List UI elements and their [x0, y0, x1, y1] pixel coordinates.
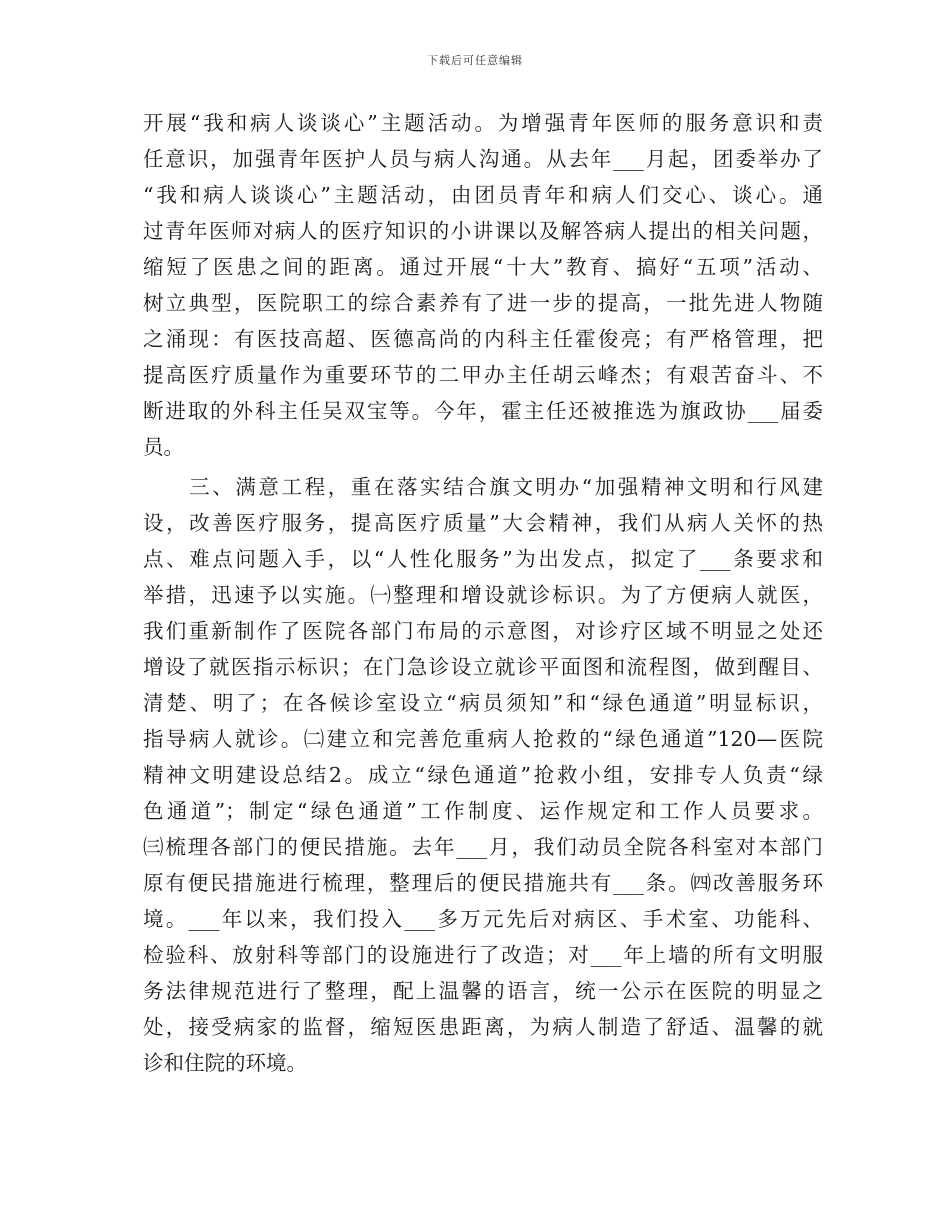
text-line: 之涌现：有医技高超、医德高尚的内科主任霍俊亮；有严格管理，把	[143, 327, 823, 351]
text-line: 处，接受病家的监督，缩短医患距离，为病人制造了舒适、温馨的就	[143, 1015, 823, 1039]
text-line: 精神文明建设总结2。成立“绿色通道”抢救小组，安排专人负责“绿	[143, 763, 823, 787]
text-line: 过青年医师对病人的医疗知识的小讲课以及解答病人提出的相关问题，	[143, 219, 823, 243]
text-line: 树立典型，医院职工的综合素养有了进一步的提高，一批先进人物随	[143, 291, 823, 315]
text-line: 原有便民措施进行梳理，整理后的便民措施共有___条。㈣改善服务环	[143, 871, 823, 895]
text-line: 三、满意工程，重在落实结合旗文明办“加强精神文明和行风建	[143, 475, 823, 499]
paragraph-youth-activity	[143, 105, 823, 465]
page-header-note: 下载后可任意编辑	[427, 54, 523, 67]
text-line: 我们重新制作了医院各部门布局的示意图，对诊疗区域不明显之处还	[143, 619, 823, 643]
text-line: 境。___年以来，我们投入___多万元先后对病区、手术室、功能科、	[143, 907, 823, 931]
paragraph-satisfaction-project	[143, 469, 823, 1081]
text-line: 检验科、放射科等部门的设施进行了改造；对___年上墙的所有文明服	[143, 943, 823, 967]
text-line: 提高医疗质量作为重要环节的二甲办主任胡云峰杰；有艰苦奋斗、不	[143, 363, 823, 387]
text-line: 色通道”；制定“绿色通道”工作制度、运作规定和工作人员要求。	[143, 799, 823, 823]
text-line: 务法律规范进行了整理，配上温馨的语言，统一公示在医院的明显之	[143, 979, 823, 1003]
text-line: 设，改善医疗服务，提高医疗质量”大会精神，我们从病人关怀的热	[143, 511, 823, 535]
text-line: 举措，迅速予以实施。㈠整理和增设就诊标识。为了方便病人就医，	[143, 583, 823, 607]
text-line: 任意识，加强青年医护人员与病人沟通。从去年___月起，团委举办了	[143, 147, 823, 171]
text-line: 缩短了医患之间的距离。通过开展“十大”教育、搞好“五项”活动、	[143, 255, 823, 279]
text-line: 员。	[143, 435, 184, 459]
text-line: 清楚、明了；在各候诊室设立“病员须知”和“绿色通道”明显标识，	[143, 691, 823, 715]
text-line: 增设了就医指示标识；在门急诊设立就诊平面图和流程图，做到醒目、	[143, 655, 823, 679]
text-line: 指导病人就诊。㈡建立和完善危重病人抢救的“绿色通道”120—医院	[143, 727, 823, 751]
text-line: ㈢梳理各部门的便民措施。去年___月，我们动员全院各科室对本部门	[143, 835, 823, 859]
text-line: 点、难点问题入手，以“人性化服务”为出发点，拟定了___条要求和	[143, 547, 823, 571]
text-line: 开展“我和病人谈谈心”主题活动。为增强青年医师的服务意识和责	[143, 111, 823, 135]
text-line: 断进取的外科主任吴双宝等。今年，霍主任还被推选为旗政协___届委	[143, 399, 823, 423]
text-line: “我和病人谈谈心”主题活动，由团员青年和病人们交心、谈心。通	[143, 183, 823, 207]
text-line: 诊和住院的环境。	[143, 1051, 307, 1075]
document-body	[143, 105, 823, 1081]
